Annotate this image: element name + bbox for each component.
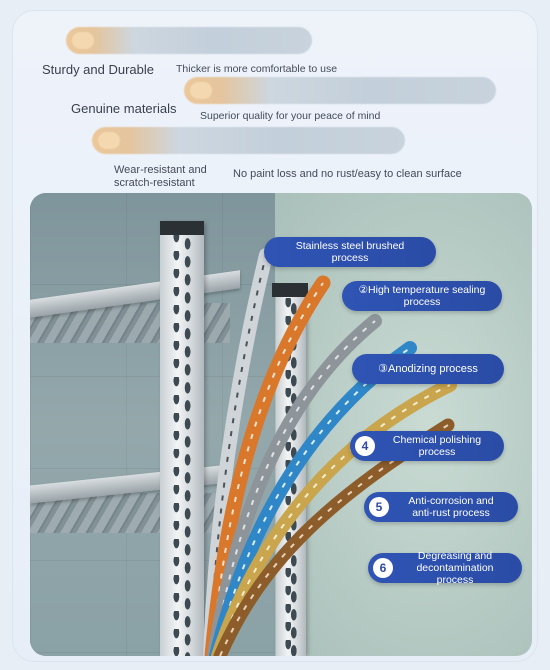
feature-3-title-line1: Wear-resistant and xyxy=(114,164,207,176)
process-label-6: 6 Degreasing and decontamination process xyxy=(368,553,522,583)
feature-1-subtitle: Thicker is more comfortable to use xyxy=(176,63,338,75)
feature-1-title: Sturdy and Durable xyxy=(42,62,155,77)
shelf-photo xyxy=(30,193,532,656)
process-label-1: Stainless steel brushed process xyxy=(264,237,436,267)
feature-3-title-line2: scratch-resistant xyxy=(114,177,195,189)
process-label-2: ②High temperature sealing process xyxy=(342,281,502,311)
feature-2-title: Genuine materials xyxy=(71,101,177,116)
step-number-6-badge: 6 xyxy=(373,558,393,578)
feature-pill-2 xyxy=(184,77,496,104)
feature-pill-3 xyxy=(92,127,405,154)
step-number-5-badge: 5 xyxy=(369,497,389,517)
process-label-4: 4 Chemical polishing process xyxy=(350,431,504,461)
step-number-4-badge: 4 xyxy=(355,436,375,456)
process-label-5: 5 Anti-corrosion and anti-rust process xyxy=(364,492,518,522)
process-label-3: ③Anodizing process xyxy=(352,354,504,384)
feature-3-subtitle: No paint loss and no rust/easy to clean surface xyxy=(233,168,462,180)
feature-pill-1 xyxy=(66,27,312,54)
feature-2-subtitle: Superior quality for your peace of mind xyxy=(200,110,381,122)
